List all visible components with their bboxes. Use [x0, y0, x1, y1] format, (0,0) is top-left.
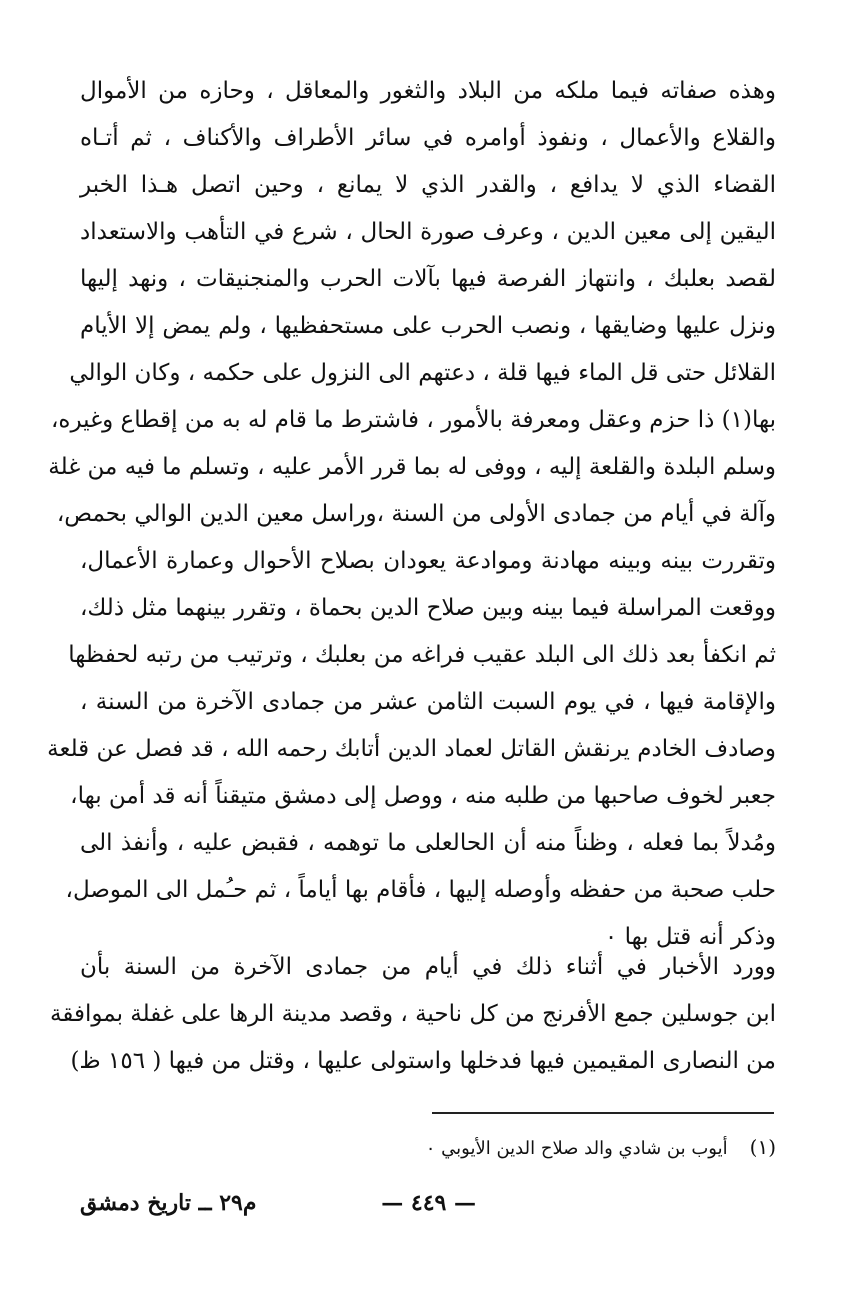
- text-line: ونزل عليها وضايقها ، ونصب الحرب على مستحفظيها ، ولم يمض إلا الأيام: [80, 313, 776, 339]
- text-line: وهذه صفاته فيما ملكه من البلاد والثغور والمعاقل ، وحازه من الأموال: [80, 78, 776, 104]
- text-line: ابن جوسلين جمع الأفرنج من كل ناحية ، وقصد مدينة الرها على غفلة بموافقة: [50, 1001, 776, 1027]
- text-line: ثم انكفأ بعد ذلك الى البلد عقيب فراغه من بعلبك ، وترتيب من رتبه لحفظها: [68, 642, 776, 668]
- text-line: جعبر لخوف صاحبها من طلبه منه ، ووصل إلى دمشق متيقناً أنه قد أمن بها،: [70, 783, 776, 809]
- book-signature: م٢٩ ــ تاريخ دمشق: [80, 1190, 257, 1216]
- text-line: القلائل حتى قل الماء فيها قلة ، دعتهم الى النزول على حكمه ، وكان الوالي: [69, 360, 776, 386]
- footnote-text: أيوب بن شادي والد صلاح الدين الأيوبي ٠: [425, 1138, 728, 1159]
- text-line: اليقين إلى معين الدين ، وعرف صورة الحال ، شرع في التأهب والاستعداد: [80, 219, 776, 245]
- page-footer: [80, 1190, 776, 1230]
- text-line: وذكر أنه قتل بها ٠: [604, 924, 776, 950]
- text-line: وصادف الخادم يرنقش القاتل لعماد الدين أتابك رحمه الله ، قد فصل عن قلعة: [47, 736, 776, 762]
- second-paragraph: [50, 944, 776, 1085]
- text-line: لقصد بعلبك ، وانتهاز الفرصة فيها بآلات الحرب والمنجنيقات ، ونهد إليها: [80, 266, 776, 292]
- page-number: — ٤٤٩ —: [381, 1190, 476, 1216]
- text-line: حلب صحبة من حفظه وأوصله إليها ، فأقام بها أياماً ، ثم حـُمل الى الموصل،: [65, 877, 776, 903]
- text-line: وورد الأخبار في أثناء ذلك في أيام من جمادى الآخرة من السنة بأن: [80, 954, 776, 980]
- main-paragraph: [47, 68, 776, 961]
- footnote-number: (١): [749, 1135, 776, 1159]
- text-line: بها(١) ذا حزم وعقل ومعرفة بالأمور ، فاشترط ما قام له به من إقطاع وغيره،: [50, 407, 776, 433]
- text-line: من النصارى المقيمين فيها فدخلها واستولى عليها ، وقتل من فيها ( ١٥٦ ظ): [70, 1048, 776, 1074]
- text-line: وسلم البلدة والقلعة إليه ، ووفى له بما قرر الأمر عليه ، وتسلم ما فيه من غلة: [48, 454, 776, 480]
- text-line: والقلاع والأعمال ، ونفوذ أوامره في سائر الأطراف والأكناف ، ثم أتـاه: [80, 125, 776, 151]
- footnote: [96, 1130, 776, 1166]
- text-line: وتقررت بينه وبينه مهادنة وموادعة يعودان بصلاح الأحوال وعمارة الأعمال،: [80, 548, 776, 574]
- text-line: ووقعت المراسلة فيما بينه وبين صلاح الدين بحماة ، وتقرر بينهما مثل ذلك،: [80, 595, 776, 621]
- text-line: وآلة في أيام من جمادى الأولى من السنة ،وراسل معين الدين الوالي بحمص،: [56, 501, 776, 527]
- footnote-divider: [432, 1112, 774, 1114]
- text-line: القضاء الذي لا يدافع ، والقدر الذي لا يمانع ، وحين اتصل هـذا الخبر: [80, 172, 776, 198]
- text-line: ومُدلاً بما فعله ، وظناً منه أن الحالعلى ما توهمه ، فقبض عليه ، وأنفذ الى: [80, 830, 776, 856]
- text-line: والإقامة فيها ، في يوم السبت الثامن عشر من جمادى الآخرة من السنة ،: [80, 689, 776, 715]
